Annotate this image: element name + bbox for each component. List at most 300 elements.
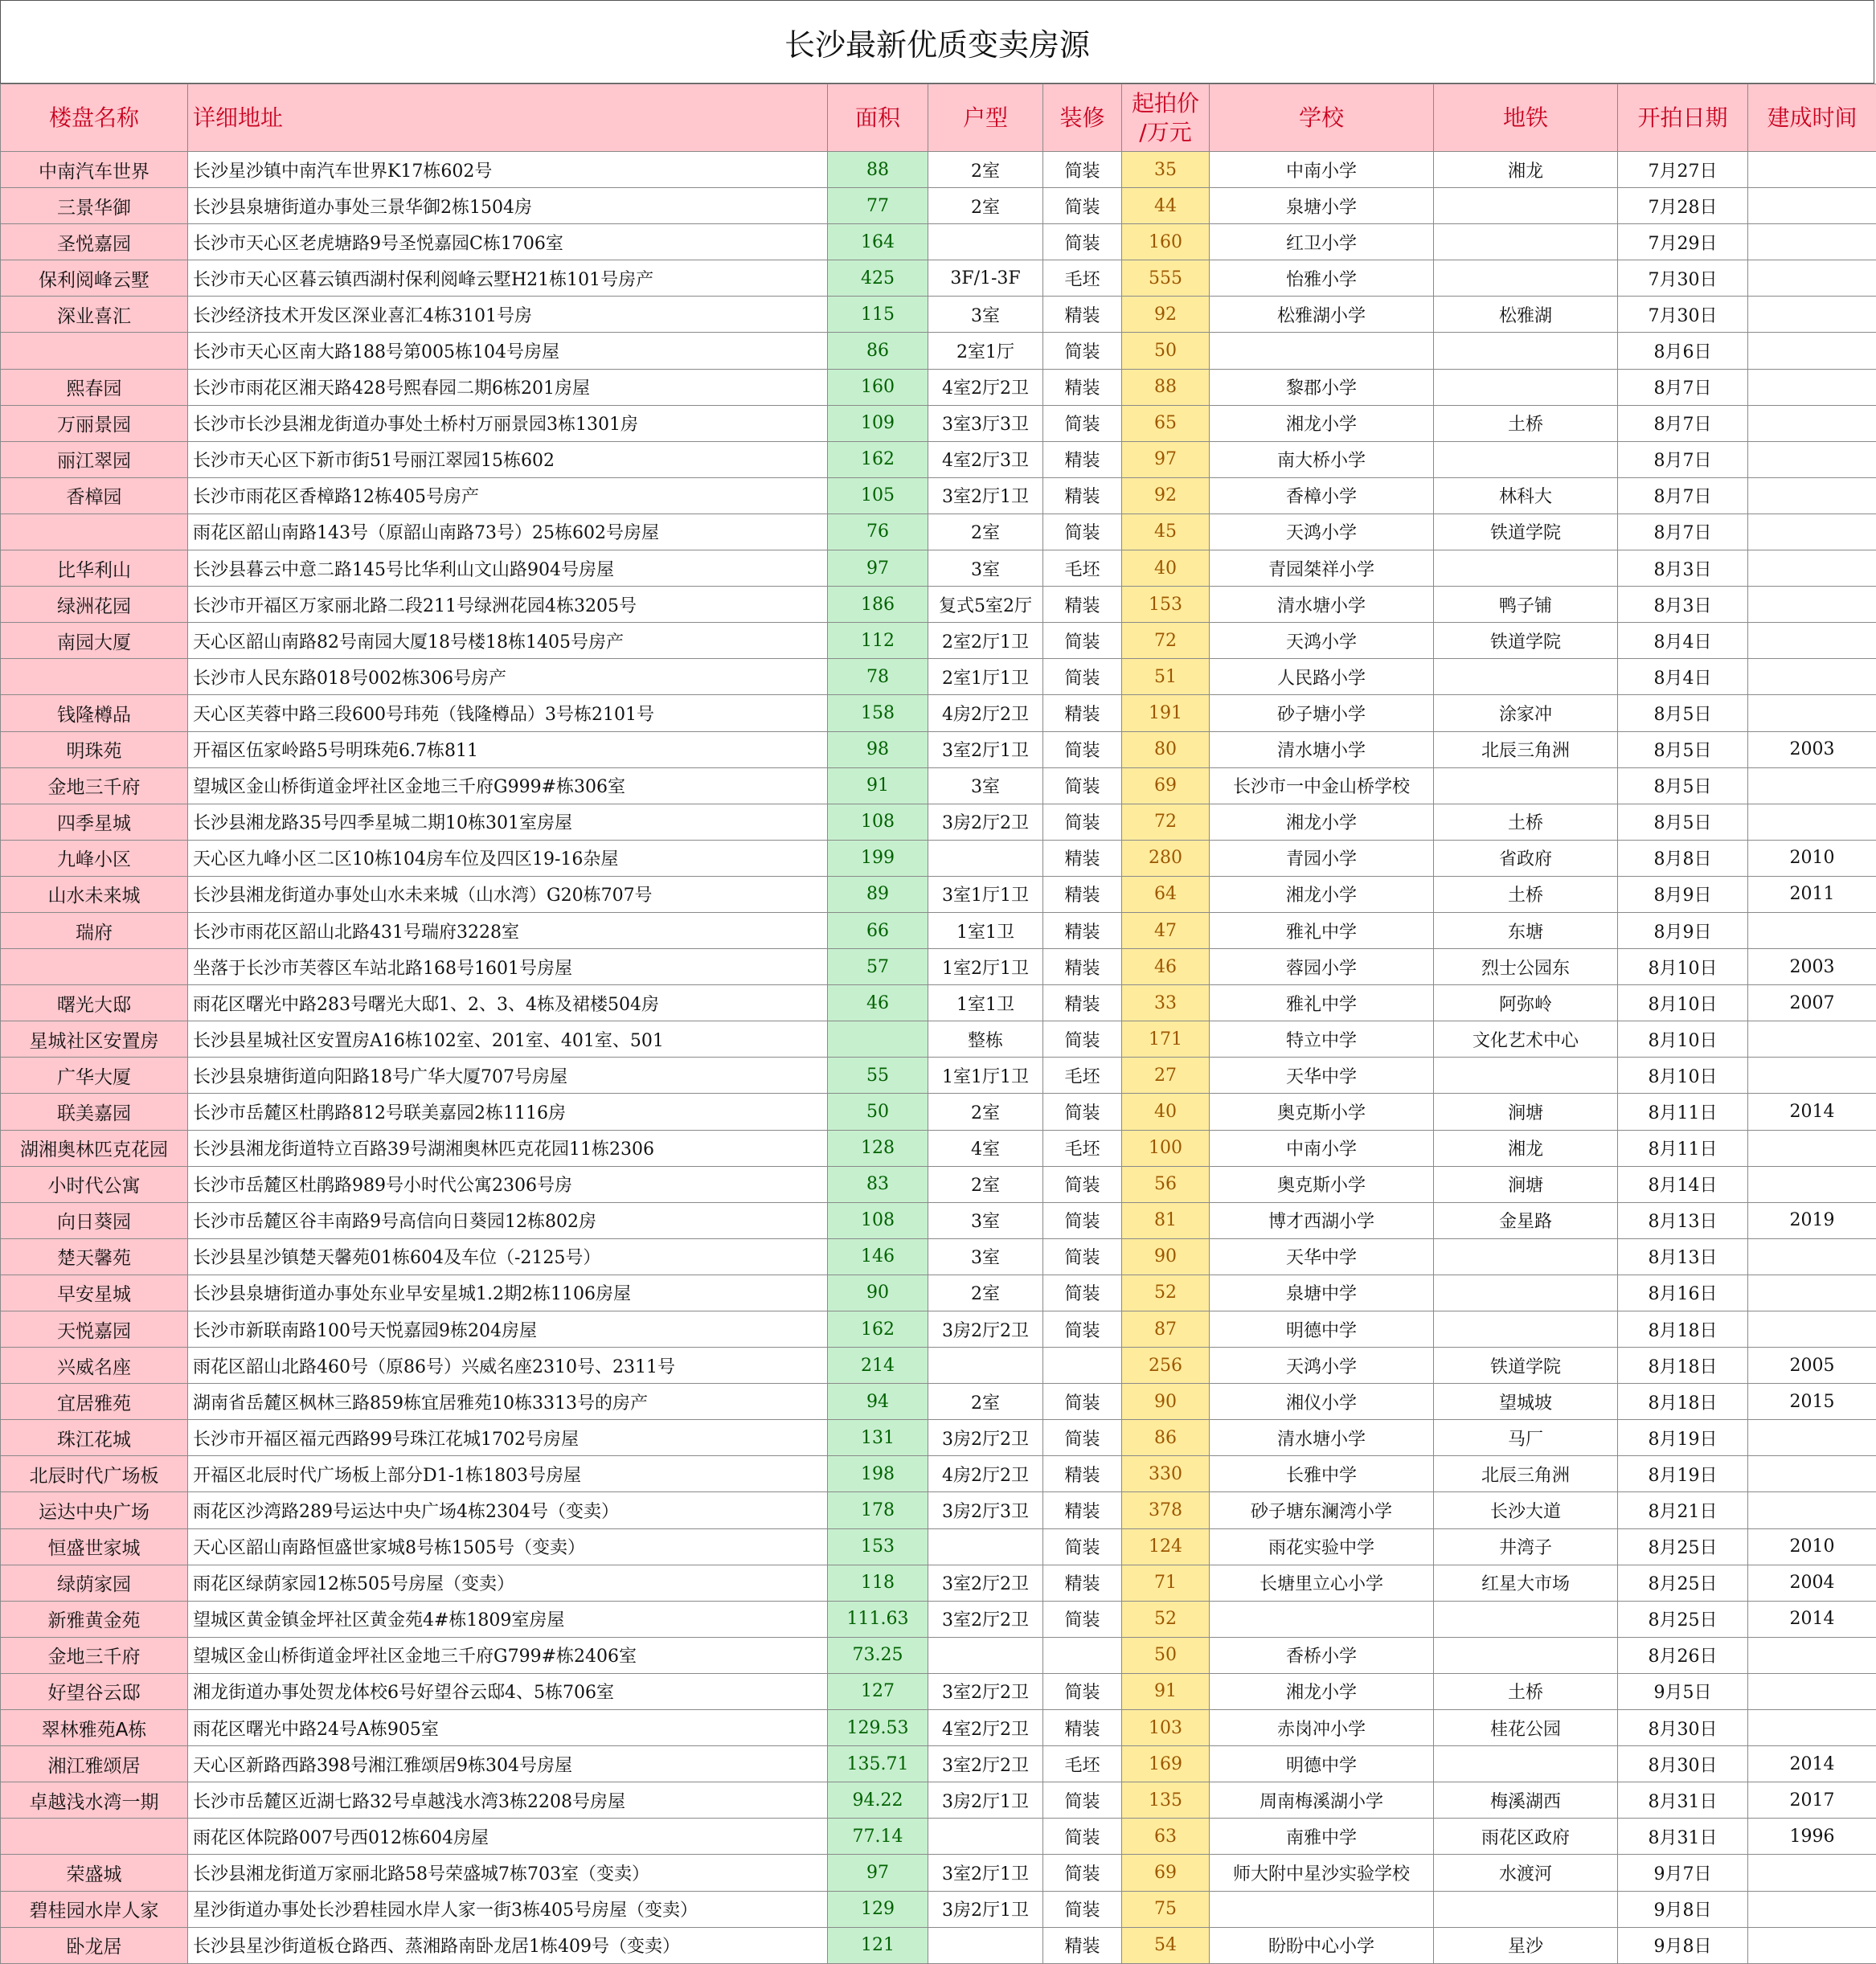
cell-date[interactable]: 7月30日 [1618,297,1748,333]
cell-date[interactable]: 9月8日 [1618,1927,1748,1963]
cell-date[interactable]: 8月4日 [1618,623,1748,659]
header-date[interactable]: 开拍日期 [1618,84,1748,152]
cell-address[interactable]: 长沙市雨花区湘天路428号熙春园二期6栋201房屋 [188,369,828,405]
cell-layout[interactable] [928,1927,1043,1963]
cell-layout[interactable]: 复式5室2厅 [928,587,1043,623]
cell-area[interactable]: 199 [828,840,928,876]
cell-metro[interactable]: 长沙大道 [1434,1492,1618,1528]
cell-metro[interactable]: 涂家冲 [1434,695,1618,731]
cell-name[interactable]: 金地三千府 [1,1637,188,1673]
cell-built[interactable] [1748,1492,1876,1528]
cell-address[interactable]: 长沙市岳麓区杜鹃路989号小时代公寓2306号房 [188,1166,828,1202]
cell-layout[interactable]: 4房2厅2卫 [928,1456,1043,1492]
cell-date[interactable]: 7月30日 [1618,260,1748,297]
cell-built[interactable]: 2014 [1748,1601,1876,1637]
cell-school[interactable]: 泉塘小学 [1210,188,1434,224]
cell-school[interactable]: 香桥小学 [1210,1637,1434,1673]
cell-area[interactable]: 162 [828,1311,928,1348]
cell-layout[interactable]: 3F/1-3F [928,260,1043,297]
cell-address[interactable]: 长沙市开福区万家丽北路二段211号绿洲花园4栋3205号 [188,587,828,623]
cell-layout[interactable]: 2室1厅1卫 [928,659,1043,695]
cell-address[interactable]: 长沙市长沙县湘龙街道办事处土桥村万丽景园3栋1301房 [188,405,828,441]
cell-metro[interactable] [1434,1238,1618,1275]
cell-address[interactable]: 长沙市新联南路100号天悦嘉园9栋204房屋 [188,1311,828,1348]
cell-layout[interactable]: 4室2厅2卫 [928,1710,1043,1746]
cell-metro[interactable]: 北辰三角洲 [1434,1456,1618,1492]
cell-name[interactable]: 广华大厦 [1,1058,188,1094]
cell-name[interactable] [1,333,188,369]
cell-area[interactable]: 88 [828,152,928,188]
cell-school[interactable]: 南大桥小学 [1210,441,1434,477]
cell-name[interactable]: 湖湘奥林匹克花园 [1,1130,188,1166]
cell-school[interactable]: 赤岗冲小学 [1210,1710,1434,1746]
cell-layout[interactable]: 2室 [928,1384,1043,1420]
cell-layout[interactable]: 3室2厅1卫 [928,1855,1043,1891]
cell-name[interactable]: 星城社区安置房 [1,1021,188,1058]
cell-decoration[interactable]: 简装 [1043,333,1122,369]
cell-built[interactable] [1748,659,1876,695]
cell-name[interactable]: 向日葵园 [1,1202,188,1238]
cell-layout[interactable]: 3房2厅1卫 [928,1891,1043,1927]
cell-date[interactable]: 8月25日 [1618,1601,1748,1637]
cell-decoration[interactable]: 毛坯 [1043,1746,1122,1782]
cell-built[interactable] [1748,477,1876,514]
cell-school[interactable]: 天鸿小学 [1210,514,1434,550]
cell-metro[interactable]: 阿弥岭 [1434,985,1618,1021]
header-decoration[interactable]: 装修 [1043,84,1122,152]
cell-metro[interactable] [1434,767,1618,804]
cell-area[interactable]: 214 [828,1348,928,1384]
cell-date[interactable]: 7月29日 [1618,224,1748,260]
cell-built[interactable] [1748,1891,1876,1927]
cell-address[interactable]: 长沙县湘龙街道万家丽北路58号荣盛城7栋703室（变卖） [188,1855,828,1891]
cell-school[interactable]: 松雅湖小学 [1210,297,1434,333]
cell-layout[interactable]: 3室 [928,550,1043,587]
cell-decoration[interactable]: 简装 [1043,804,1122,840]
cell-school[interactable]: 红卫小学 [1210,224,1434,260]
cell-price[interactable]: 33 [1122,985,1210,1021]
cell-metro[interactable]: 烈士公园东 [1434,949,1618,985]
cell-area[interactable]: 94.22 [828,1782,928,1819]
cell-name[interactable]: 宜居雅苑 [1,1384,188,1420]
cell-layout[interactable]: 整栋 [928,1021,1043,1058]
cell-address[interactable]: 雨花区体院路007号西012栋604房屋 [188,1819,828,1855]
cell-address[interactable]: 望城区黄金镇金坪社区黄金苑4#栋1809室房屋 [188,1601,828,1637]
cell-name[interactable]: 绿荫家园 [1,1565,188,1601]
cell-name[interactable]: 中南汽车世界 [1,152,188,188]
cell-decoration[interactable]: 精装 [1043,1456,1122,1492]
cell-address[interactable]: 长沙县星城社区安置房A16栋102室、201室、401室、501 [188,1021,828,1058]
cell-name[interactable]: 万丽景园 [1,405,188,441]
cell-area[interactable]: 77.14 [828,1819,928,1855]
cell-layout[interactable]: 3室2厅2卫 [928,1673,1043,1709]
cell-address[interactable]: 长沙市天心区下新市街51号丽江翠园15栋602 [188,441,828,477]
cell-date[interactable]: 8月25日 [1618,1528,1748,1565]
cell-date[interactable]: 8月3日 [1618,550,1748,587]
cell-metro[interactable] [1434,1891,1618,1927]
cell-decoration[interactable] [1043,1348,1122,1384]
cell-decoration[interactable]: 简装 [1043,1673,1122,1709]
cell-area[interactable]: 178 [828,1492,928,1528]
cell-metro[interactable]: 东塘 [1434,912,1618,948]
cell-built[interactable] [1748,188,1876,224]
cell-price[interactable]: 135 [1122,1782,1210,1819]
cell-date[interactable]: 8月21日 [1618,1492,1748,1528]
cell-name[interactable]: 山水未来城 [1,876,188,912]
cell-school[interactable]: 雅礼中学 [1210,912,1434,948]
cell-area[interactable]: 162 [828,441,928,477]
cell-layout[interactable]: 2室 [928,514,1043,550]
cell-area[interactable]: 129 [828,1891,928,1927]
cell-date[interactable]: 8月5日 [1618,731,1748,767]
cell-address[interactable]: 雨花区曙光中路24号A栋905室 [188,1710,828,1746]
cell-address[interactable]: 长沙市开福区福元西路99号珠江花城1702号房屋 [188,1420,828,1456]
cell-decoration[interactable] [1043,1637,1122,1673]
cell-school[interactable]: 长雅中学 [1210,1456,1434,1492]
cell-name[interactable]: 曙光大邸 [1,985,188,1021]
cell-date[interactable]: 8月14日 [1618,1166,1748,1202]
cell-name[interactable] [1,1819,188,1855]
cell-name[interactable] [1,659,188,695]
cell-date[interactable]: 8月7日 [1618,441,1748,477]
cell-layout[interactable]: 1室1卫 [928,985,1043,1021]
cell-name[interactable]: 卧龙居 [1,1927,188,1963]
cell-decoration[interactable]: 精装 [1043,949,1122,985]
cell-name[interactable]: 碧桂园水岸人家 [1,1891,188,1927]
cell-metro[interactable] [1434,1601,1618,1637]
cell-metro[interactable]: 金星路 [1434,1202,1618,1238]
cell-date[interactable]: 8月16日 [1618,1275,1748,1311]
cell-address[interactable]: 湖南省岳麓区枫林三路859栋宜居雅苑10栋3313号的房产 [188,1384,828,1420]
cell-layout[interactable]: 2室1厅 [928,333,1043,369]
cell-address[interactable]: 开福区伍家岭路5号明珠苑6.7栋811 [188,731,828,767]
cell-price[interactable]: 40 [1122,1094,1210,1130]
cell-price[interactable]: 97 [1122,441,1210,477]
cell-built[interactable] [1748,441,1876,477]
cell-layout[interactable]: 3室3厅3卫 [928,405,1043,441]
cell-address[interactable]: 长沙市岳麓区谷丰南路9号高信向日葵园12栋802房 [188,1202,828,1238]
header-built[interactable]: 建成时间 [1748,84,1876,152]
cell-date[interactable]: 8月8日 [1618,840,1748,876]
cell-metro[interactable]: 林科大 [1434,477,1618,514]
cell-school[interactable]: 中南小学 [1210,152,1434,188]
cell-built[interactable] [1748,297,1876,333]
cell-built[interactable] [1748,623,1876,659]
cell-decoration[interactable]: 简装 [1043,1166,1122,1202]
cell-price[interactable]: 555 [1122,260,1210,297]
cell-built[interactable] [1748,1927,1876,1963]
cell-price[interactable]: 86 [1122,1420,1210,1456]
cell-layout[interactable]: 2室 [928,188,1043,224]
cell-decoration[interactable]: 精装 [1043,912,1122,948]
cell-metro[interactable] [1434,369,1618,405]
cell-price[interactable]: 44 [1122,188,1210,224]
cell-layout[interactable]: 3房2厅2卫 [928,1311,1043,1348]
cell-price[interactable]: 75 [1122,1891,1210,1927]
cell-area[interactable]: 109 [828,405,928,441]
cell-built[interactable] [1748,1637,1876,1673]
cell-built[interactable] [1748,1710,1876,1746]
cell-area[interactable]: 111.63 [828,1601,928,1637]
cell-built[interactable]: 2011 [1748,876,1876,912]
cell-layout[interactable]: 3房2厅1卫 [928,1782,1043,1819]
cell-name[interactable]: 恒盛世家城 [1,1528,188,1565]
cell-built[interactable] [1748,1673,1876,1709]
cell-price[interactable]: 81 [1122,1202,1210,1238]
header-address[interactable]: 详细地址 [188,84,828,152]
header-name[interactable]: 楼盘名称 [1,84,188,152]
cell-address[interactable]: 长沙市雨花区香樟路12栋405号房产 [188,477,828,514]
cell-address[interactable]: 长沙县星沙街道板仓路西、蒸湘路南卧龙居1栋409号（变卖） [188,1927,828,1963]
cell-decoration[interactable]: 毛坯 [1043,1058,1122,1094]
cell-area[interactable]: 94 [828,1384,928,1420]
cell-metro[interactable] [1434,1058,1618,1094]
cell-metro[interactable] [1434,1746,1618,1782]
cell-built[interactable] [1748,1166,1876,1202]
header-metro[interactable]: 地铁 [1434,84,1618,152]
cell-school[interactable]: 明德中学 [1210,1311,1434,1348]
cell-name[interactable]: 金地三千府 [1,767,188,804]
cell-area[interactable]: 97 [828,550,928,587]
cell-name[interactable]: 运达中央广场 [1,1492,188,1528]
cell-price[interactable]: 52 [1122,1601,1210,1637]
cell-metro[interactable]: 鸭子铺 [1434,587,1618,623]
cell-built[interactable]: 2007 [1748,985,1876,1021]
cell-date[interactable]: 8月30日 [1618,1710,1748,1746]
cell-layout[interactable]: 3房2厅2卫 [928,804,1043,840]
cell-decoration[interactable]: 简装 [1043,1384,1122,1420]
cell-area[interactable]: 153 [828,1528,928,1565]
cell-area[interactable]: 98 [828,731,928,767]
cell-area[interactable]: 76 [828,514,928,550]
cell-school[interactable]: 香樟小学 [1210,477,1434,514]
cell-area[interactable]: 90 [828,1275,928,1311]
cell-school[interactable]: 奥克斯小学 [1210,1094,1434,1130]
cell-metro[interactable]: 桂花公园 [1434,1710,1618,1746]
cell-price[interactable]: 64 [1122,876,1210,912]
cell-price[interactable]: 280 [1122,840,1210,876]
cell-address[interactable]: 雨花区沙湾路289号运达中央广场4栋2304号（变卖） [188,1492,828,1528]
cell-decoration[interactable]: 简装 [1043,1855,1122,1891]
cell-layout[interactable]: 3室2厅2卫 [928,1565,1043,1601]
cell-name[interactable]: 瑞府 [1,912,188,948]
cell-date[interactable]: 8月10日 [1618,949,1748,985]
cell-area[interactable]: 146 [828,1238,928,1275]
cell-school[interactable]: 怡雅小学 [1210,260,1434,297]
cell-name[interactable]: 比华利山 [1,550,188,587]
cell-price[interactable]: 90 [1122,1384,1210,1420]
cell-price[interactable]: 330 [1122,1456,1210,1492]
cell-area[interactable]: 105 [828,477,928,514]
cell-area[interactable]: 127 [828,1673,928,1709]
cell-school[interactable]: 雅礼中学 [1210,985,1434,1021]
cell-school[interactable]: 湘龙小学 [1210,405,1434,441]
cell-area[interactable]: 198 [828,1456,928,1492]
cell-price[interactable]: 169 [1122,1746,1210,1782]
cell-layout[interactable]: 3室2厅2卫 [928,1746,1043,1782]
cell-address[interactable]: 长沙县泉塘街道向阳路18号广华大厦707号房屋 [188,1058,828,1094]
cell-price[interactable]: 45 [1122,514,1210,550]
cell-address[interactable]: 天心区芙蓉中路三段600号玮苑（钱隆樽品）3号栋2101号 [188,695,828,731]
cell-price[interactable]: 65 [1122,405,1210,441]
cell-school[interactable]: 泉塘中学 [1210,1275,1434,1311]
cell-name[interactable]: 荣盛城 [1,1855,188,1891]
cell-name[interactable] [1,514,188,550]
cell-address[interactable]: 坐落于长沙市芙蓉区车站北路168号1601号房屋 [188,949,828,985]
cell-date[interactable]: 8月3日 [1618,587,1748,623]
cell-date[interactable]: 8月4日 [1618,659,1748,695]
cell-price[interactable]: 35 [1122,152,1210,188]
cell-decoration[interactable]: 精装 [1043,297,1122,333]
cell-name[interactable]: 四季星城 [1,804,188,840]
cell-school[interactable]: 砂子塘小学 [1210,695,1434,731]
cell-area[interactable]: 97 [828,1855,928,1891]
cell-area[interactable]: 73.25 [828,1637,928,1673]
cell-layout[interactable]: 3室2厅1卫 [928,731,1043,767]
cell-built[interactable] [1748,1311,1876,1348]
cell-built[interactable]: 1996 [1748,1819,1876,1855]
cell-layout[interactable]: 3室2厅1卫 [928,477,1043,514]
cell-address[interactable]: 长沙县泉塘街道办事处东业早安星城1.2期2栋1106房屋 [188,1275,828,1311]
cell-layout[interactable]: 2室 [928,152,1043,188]
cell-metro[interactable] [1434,1311,1618,1348]
cell-date[interactable]: 9月8日 [1618,1891,1748,1927]
cell-metro[interactable] [1434,260,1618,297]
cell-metro[interactable]: 星沙 [1434,1927,1618,1963]
cell-built[interactable] [1748,1021,1876,1058]
cell-school[interactable]: 奥克斯小学 [1210,1166,1434,1202]
cell-area[interactable]: 131 [828,1420,928,1456]
cell-built[interactable] [1748,1275,1876,1311]
cell-layout[interactable]: 1室1厅1卫 [928,1058,1043,1094]
cell-price[interactable]: 27 [1122,1058,1210,1094]
cell-address[interactable]: 天心区九峰小区二区10栋104房车位及四区19-16杂屋 [188,840,828,876]
cell-name[interactable]: 卓越浅水湾一期 [1,1782,188,1819]
cell-school[interactable]: 湘龙小学 [1210,804,1434,840]
cell-price[interactable]: 72 [1122,804,1210,840]
cell-price[interactable]: 56 [1122,1166,1210,1202]
cell-date[interactable]: 8月7日 [1618,514,1748,550]
cell-layout[interactable]: 1室2厅1卫 [928,949,1043,985]
cell-price[interactable]: 92 [1122,477,1210,514]
cell-name[interactable]: 湘江雅颂居 [1,1746,188,1782]
cell-date[interactable]: 8月6日 [1618,333,1748,369]
cell-metro[interactable]: 涧塘 [1434,1094,1618,1130]
cell-price[interactable]: 51 [1122,659,1210,695]
cell-area[interactable]: 108 [828,1202,928,1238]
cell-price[interactable]: 103 [1122,1710,1210,1746]
cell-area[interactable]: 128 [828,1130,928,1166]
cell-metro[interactable]: 梅溪湖西 [1434,1782,1618,1819]
cell-decoration[interactable]: 简装 [1043,1238,1122,1275]
cell-price[interactable]: 47 [1122,912,1210,948]
cell-date[interactable]: 8月25日 [1618,1565,1748,1601]
cell-date[interactable]: 9月7日 [1618,1855,1748,1891]
cell-metro[interactable]: 雨花区政府 [1434,1819,1618,1855]
cell-built[interactable]: 2003 [1748,949,1876,985]
cell-address[interactable]: 长沙县泉塘街道办事处三景华御2栋1504房 [188,188,828,224]
cell-address[interactable]: 长沙县湘龙街道办事处山水未来城（山水湾）G20栋707号 [188,876,828,912]
cell-decoration[interactable]: 精装 [1043,1492,1122,1528]
cell-address[interactable]: 湘龙街道办事处贺龙体校6号好望谷云邸4、5栋706室 [188,1673,828,1709]
cell-decoration[interactable]: 简装 [1043,1528,1122,1565]
cell-area[interactable]: 121 [828,1927,928,1963]
cell-address[interactable]: 望城区金山桥街道金坪社区金地三千府G799#栋2406室 [188,1637,828,1673]
cell-built[interactable] [1748,912,1876,948]
cell-area[interactable]: 57 [828,949,928,985]
cell-metro[interactable]: 省政府 [1434,840,1618,876]
cell-price[interactable]: 124 [1122,1528,1210,1565]
cell-address[interactable]: 星沙街道办事处长沙碧桂园水岸人家一街3栋405号房屋（变卖） [188,1891,828,1927]
cell-decoration[interactable]: 简装 [1043,152,1122,188]
cell-built[interactable] [1748,405,1876,441]
cell-address[interactable]: 长沙县湘龙路35号四季星城二期10栋301室房屋 [188,804,828,840]
cell-layout[interactable]: 3室2厅2卫 [928,1601,1043,1637]
cell-price[interactable]: 88 [1122,369,1210,405]
cell-built[interactable] [1748,333,1876,369]
cell-name[interactable] [1,949,188,985]
cell-decoration[interactable]: 精装 [1043,441,1122,477]
cell-built[interactable]: 2010 [1748,840,1876,876]
cell-address[interactable]: 长沙市岳麓区杜鹃路812号联美嘉园2栋1116房 [188,1094,828,1130]
cell-layout[interactable]: 3房2厅2卫 [928,1420,1043,1456]
cell-date[interactable]: 9月5日 [1618,1673,1748,1709]
cell-name[interactable]: 好望谷云邸 [1,1673,188,1709]
cell-metro[interactable]: 红星大市场 [1434,1565,1618,1601]
cell-name[interactable]: 天悦嘉园 [1,1311,188,1348]
cell-price[interactable]: 71 [1122,1565,1210,1601]
cell-area[interactable]: 66 [828,912,928,948]
cell-decoration[interactable]: 简装 [1043,731,1122,767]
cell-decoration[interactable]: 精装 [1043,695,1122,731]
header-area[interactable]: 面积 [828,84,928,152]
cell-school[interactable]: 青园桀祥小学 [1210,550,1434,587]
cell-decoration[interactable]: 精装 [1043,876,1122,912]
cell-decoration[interactable]: 简装 [1043,767,1122,804]
cell-layout[interactable]: 3室 [928,1238,1043,1275]
cell-area[interactable]: 129.53 [828,1710,928,1746]
cell-metro[interactable] [1434,1275,1618,1311]
cell-address[interactable]: 天心区韶山南路恒盛世家城8号栋1505号（变卖） [188,1528,828,1565]
cell-decoration[interactable]: 简装 [1043,1819,1122,1855]
cell-layout[interactable] [928,1637,1043,1673]
cell-date[interactable]: 8月9日 [1618,912,1748,948]
cell-price[interactable]: 90 [1122,1238,1210,1275]
cell-address[interactable]: 雨花区绿荫家园12栋505号房屋（变卖） [188,1565,828,1601]
cell-decoration[interactable]: 精装 [1043,985,1122,1021]
cell-area[interactable]: 77 [828,188,928,224]
cell-built[interactable] [1748,1855,1876,1891]
cell-school[interactable] [1210,1891,1434,1927]
cell-name[interactable]: 翠林雅苑A栋 [1,1710,188,1746]
cell-school[interactable]: 清水塘小学 [1210,587,1434,623]
cell-school[interactable]: 湘仪小学 [1210,1384,1434,1420]
cell-school[interactable]: 黎郡小学 [1210,369,1434,405]
cell-school[interactable]: 师大附中星沙实验学校 [1210,1855,1434,1891]
cell-decoration[interactable]: 简装 [1043,224,1122,260]
cell-school[interactable]: 人民路小学 [1210,659,1434,695]
cell-area[interactable]: 55 [828,1058,928,1094]
cell-date[interactable]: 8月31日 [1618,1819,1748,1855]
cell-price[interactable]: 54 [1122,1927,1210,1963]
cell-price[interactable]: 171 [1122,1021,1210,1058]
cell-date[interactable]: 8月5日 [1618,804,1748,840]
cell-date[interactable]: 8月18日 [1618,1348,1748,1384]
cell-built[interactable] [1748,587,1876,623]
cell-decoration[interactable]: 简装 [1043,1094,1122,1130]
cell-metro[interactable] [1434,1637,1618,1673]
cell-metro[interactable]: 土桥 [1434,405,1618,441]
